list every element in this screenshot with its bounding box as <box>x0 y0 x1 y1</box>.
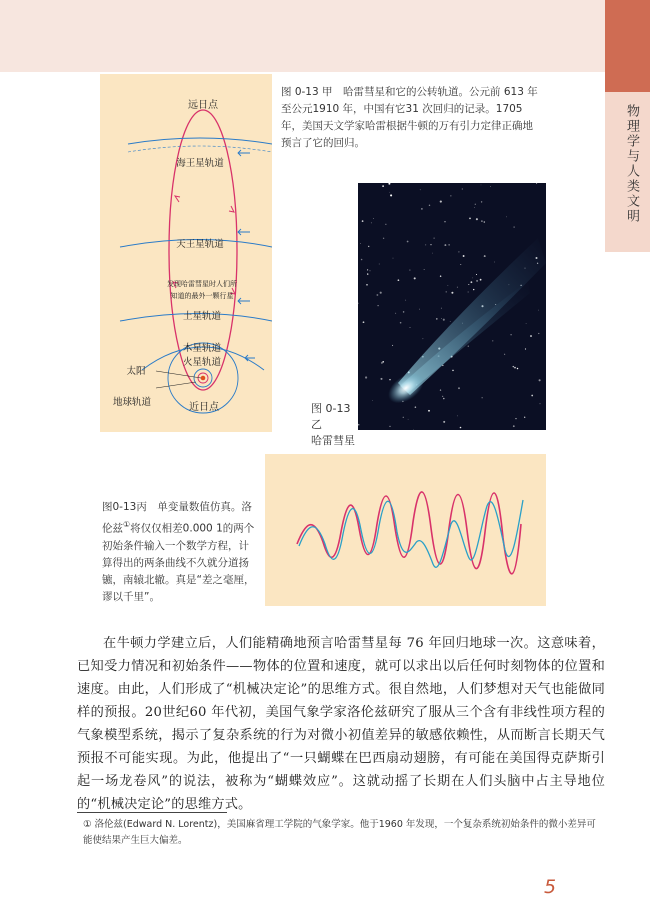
figure-c-caption <box>102 499 258 606</box>
star <box>472 278 473 279</box>
star <box>475 204 476 205</box>
star <box>525 348 526 349</box>
page-number: 5 <box>544 876 557 898</box>
star <box>463 255 465 257</box>
star <box>443 421 445 423</box>
star <box>376 294 378 296</box>
star <box>474 207 475 208</box>
star <box>513 425 515 427</box>
star <box>476 274 477 275</box>
lorenz-curves <box>265 454 546 606</box>
footnote-marker: ① <box>123 520 131 529</box>
star <box>481 220 483 222</box>
star <box>469 218 471 220</box>
star <box>526 323 527 324</box>
star <box>538 310 539 311</box>
star <box>393 258 394 259</box>
star <box>536 183 537 184</box>
star <box>448 285 449 286</box>
star <box>450 321 451 322</box>
uranus-orbit-label: 天王星轨道 <box>176 239 224 250</box>
star <box>481 201 482 202</box>
footnote: ① 洛伦兹(Edward N. Lorentz)，美国麻省理工学院的气象学家。他于1960 年发现，一个复杂系统初始条件的微小差异可能使结果产生巨大偏差。 <box>83 819 596 846</box>
star <box>458 387 460 389</box>
orbit-direction-arrow <box>238 229 250 235</box>
star <box>504 354 505 355</box>
star <box>490 186 491 187</box>
star <box>367 273 368 274</box>
star <box>482 397 483 398</box>
star <box>506 216 507 217</box>
header-band <box>0 0 605 72</box>
star <box>377 305 378 306</box>
star <box>440 389 441 390</box>
earth-leader-line <box>156 382 196 388</box>
star <box>413 429 414 430</box>
star <box>432 253 433 254</box>
star <box>428 410 430 412</box>
star <box>443 319 445 321</box>
star <box>408 419 409 420</box>
star <box>403 311 405 313</box>
star <box>392 345 393 346</box>
figure-b-number: 图 0-13 乙 <box>311 402 351 431</box>
star <box>410 327 411 328</box>
star <box>443 398 445 400</box>
star <box>367 269 368 270</box>
halley-orbit-figure <box>100 74 272 432</box>
star <box>458 251 459 252</box>
star <box>400 322 402 324</box>
star <box>476 218 478 220</box>
figure-b-caption <box>311 401 361 449</box>
outermost-planet-note-line1: 发现哈雷彗星时人们所 <box>167 280 237 288</box>
star <box>510 334 511 335</box>
star <box>379 264 380 265</box>
star <box>481 185 482 186</box>
star <box>365 376 367 378</box>
comet-image <box>358 183 546 430</box>
star <box>530 335 532 337</box>
figure-c-caption-end: 将仅仅相差0.000 1的两个初始条件输入一个数学方程，计算得出的两条曲线不久就分道扬镳，南辕北辙。真是“差之毫厘，谬以千里”。 <box>102 522 255 603</box>
star <box>433 237 434 238</box>
star <box>452 370 454 372</box>
orbit-direction-arrow <box>238 150 250 156</box>
star <box>398 279 400 281</box>
star <box>457 416 458 417</box>
orbit-arrow <box>175 196 180 202</box>
star <box>390 194 392 196</box>
star <box>372 400 373 401</box>
star <box>450 195 451 196</box>
star <box>389 192 390 193</box>
star <box>440 275 441 276</box>
star <box>415 406 417 408</box>
star <box>460 427 462 429</box>
star <box>457 287 458 288</box>
orbit-arrow <box>229 206 234 212</box>
star <box>385 224 386 225</box>
star <box>494 262 495 263</box>
star <box>442 396 443 397</box>
star <box>419 309 420 310</box>
star <box>514 227 515 228</box>
star <box>448 244 449 245</box>
star <box>524 417 525 418</box>
star <box>371 223 372 224</box>
star <box>380 292 382 294</box>
star <box>421 208 423 210</box>
star <box>538 333 539 334</box>
star <box>446 291 447 292</box>
star <box>440 201 442 203</box>
star <box>368 246 369 247</box>
star <box>476 280 478 282</box>
star <box>517 368 519 370</box>
footnote-divider <box>77 812 227 813</box>
star <box>451 292 453 294</box>
star <box>473 289 474 290</box>
earth-orbit-label: 地球轨道 <box>112 397 152 408</box>
star <box>514 367 516 369</box>
star <box>383 238 384 239</box>
star <box>360 243 361 244</box>
neptune-orbit-guide <box>128 146 272 152</box>
star <box>425 244 426 245</box>
star <box>363 321 365 323</box>
star <box>460 264 461 265</box>
star <box>370 270 371 271</box>
star <box>361 259 363 261</box>
saturn-orbit-label: 土星轨道 <box>182 311 222 322</box>
star <box>382 185 384 187</box>
star <box>414 277 416 279</box>
neptune-orbit-label: 海王星轨道 <box>176 158 224 169</box>
chapter-tab-label: 物理学与人类文明 <box>624 104 639 224</box>
star <box>436 318 438 320</box>
star <box>395 313 396 314</box>
star <box>492 340 493 341</box>
neptune-orbit <box>128 138 272 144</box>
star <box>484 255 486 257</box>
star <box>380 378 382 380</box>
star <box>382 361 384 363</box>
star <box>515 418 516 419</box>
star <box>462 188 463 189</box>
main-body-text <box>77 632 605 816</box>
star <box>468 346 469 347</box>
halley-comet-photo <box>358 183 546 430</box>
figure-c-caption-start: 图0-13丙 单变量数值仿真。洛伦兹 <box>102 501 252 535</box>
star <box>468 284 469 285</box>
star <box>480 279 482 281</box>
chapter-tab-accent <box>605 0 650 92</box>
star <box>373 218 374 219</box>
star <box>539 379 541 381</box>
lorenz-simulation-figure <box>265 454 546 606</box>
jupiter-orbit-label: 木星轨道 <box>182 343 222 354</box>
sun-label: 太阳 <box>126 366 146 377</box>
aphelion-label: 远日点 <box>188 100 218 111</box>
sun-marker <box>201 376 206 381</box>
figure-a-caption: 图 0-13 甲 哈雷彗星和它的公转轨道。公元前 613 年至公元1910 年，中国有它31 次回归的记录。1705 年，美国天文学家哈雷根据牛顿的万有引力定律正确地预言了它的回归。 <box>281 86 538 149</box>
star <box>540 403 541 404</box>
star <box>441 308 442 309</box>
star <box>389 426 390 427</box>
star <box>430 244 431 245</box>
star <box>513 366 514 367</box>
star <box>484 221 486 223</box>
outermost-planet-note-line2: 知道的最外一颗行星 <box>170 292 234 300</box>
star <box>468 292 469 293</box>
star <box>389 379 391 381</box>
star <box>420 189 421 190</box>
figure-b-title: 哈雷彗星 <box>311 434 355 447</box>
star <box>441 318 442 319</box>
perihelion-label: 近日点 <box>189 402 219 413</box>
star <box>531 395 533 397</box>
star <box>444 221 445 222</box>
star <box>429 205 430 206</box>
star <box>407 241 409 243</box>
star <box>470 281 472 283</box>
orbit-direction-arrow <box>238 298 250 304</box>
star <box>409 270 410 271</box>
body-paragraph: 在牛顿力学建立后，人们能精确地预言哈雷彗星每 76 年回归地球一次。这意味着，已知受力情况和初始条件——物体的位置和速度，就可以求出以后任何时刻物体的位置和速度。由此，人们形成了“机械决定论”的思维方式。很自然地，人们梦想对天气也能做同样的预报。20世纪60 年代初，美国气象学家洛伦兹研究了服从三个含有非线性项方程的气象模型系统，揭示了复杂系统的行为对微小初值差异的敏感依赖性，从而断言长期天气预报不可能实现。为此，他提出了“一只蝴蝶在巴西扇动翅膀，有可能在美国得克萨斯引起一场龙卷风”的说法，被称为“蝴蝶效应”。这就动摇了长期在人们头脑中占主导地位的“机械决定论”的思维方式。 <box>77 636 605 812</box>
star <box>366 284 368 286</box>
star <box>405 300 406 301</box>
star <box>403 417 404 418</box>
mars-orbit-label: 火星轨道 <box>182 357 222 368</box>
star <box>444 244 446 246</box>
star <box>358 303 359 304</box>
orbit-diagram <box>100 74 272 432</box>
star <box>388 183 390 185</box>
star <box>423 338 424 339</box>
star <box>362 220 364 222</box>
star <box>424 269 425 270</box>
